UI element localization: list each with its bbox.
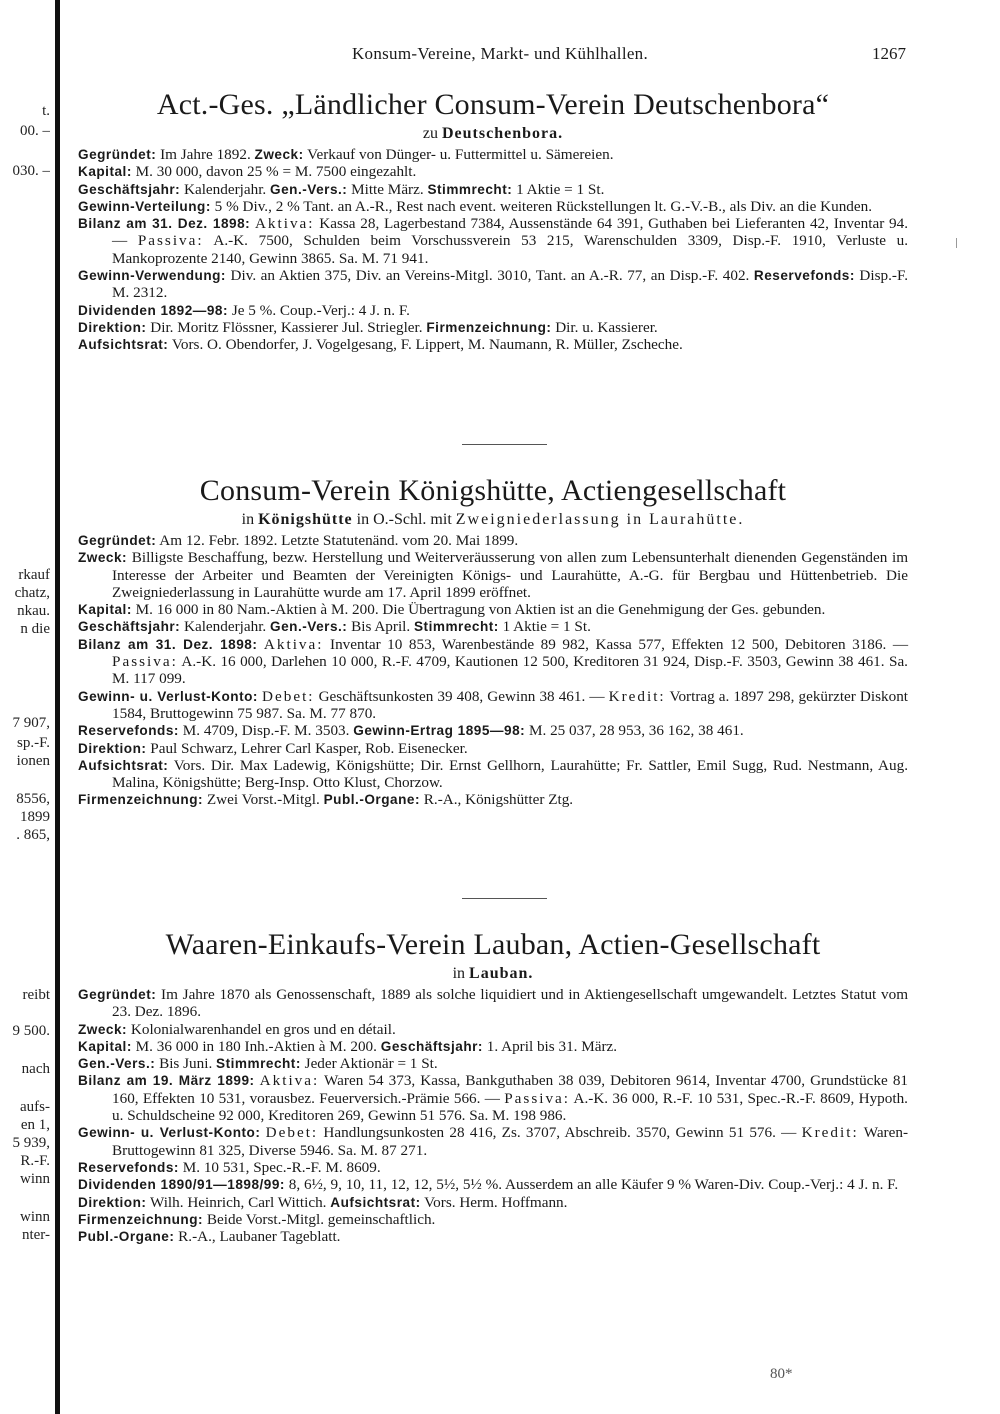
field-label: Stimmrecht:: [216, 1056, 301, 1072]
field-label: Gewinn- u. Verlust-Konto:: [78, 688, 258, 704]
section-divider: [462, 898, 547, 899]
field-label: Bilanz am 31. Dez. 1898:: [78, 216, 251, 232]
field-value: R.-A., Laubaner Tageblatt.: [178, 1228, 341, 1246]
field-label: Reservefonds:: [753, 268, 855, 284]
entry-line: [78, 1228, 908, 1245]
entry-line: [78, 986, 908, 1021]
field-value: A.-K. 36 000, R.-F. 10 531, Spec.-R.-F. 8609, Hypoth. u. Schuldscheine 92 000, Kreditoren 269, Gewinn 51 576. Sa. M. 198 986.: [112, 1089, 908, 1125]
passiva-label: Passiva:: [112, 653, 178, 671]
entry-line: [78, 688, 908, 723]
field-value: Geschäftsunkosten 39 408, Gewinn 38 461. —: [318, 687, 605, 705]
kredit-label: Kredit:: [608, 687, 666, 705]
field-label: Reservefonds:: [78, 1159, 179, 1175]
gutter-fragment: nkau.: [17, 603, 50, 619]
gutter-fragment: . 865,: [16, 827, 50, 843]
branch-note: Zweigniederlassung in Laurahütte.: [455, 511, 745, 528]
field-label: Kapital:: [78, 164, 132, 180]
running-title: Konsum-Vereine, Markt- und Kühlhallen.: [351, 44, 649, 63]
entry-line: [78, 267, 908, 302]
field-value: Waren 54 373, Kassa, Bankguthaben 38 039, Debitoren 9614, Inventar 4700, Grundstücke 81 160, Effekten 10 531, vorausbez. Feuerversich.-Prämie 566. —: [112, 1072, 909, 1107]
field-label: Gegründet:: [78, 533, 157, 548]
field-label: Firmenzeichnung:: [426, 319, 552, 335]
field-label: Kapital:: [78, 602, 132, 618]
entry-line: [78, 1124, 908, 1159]
field-value: M. 16 000 in 80 Nam.-Aktien à M. 200. Die Übertragung von Aktien ist an die Genehmigung der Ges. gebunden.: [135, 601, 826, 619]
field-value: Mitte März.: [351, 180, 424, 198]
field-label: Dividenden 1890/91—1898/99:: [78, 1177, 285, 1193]
field-label: Stimmrecht:: [427, 181, 513, 197]
field-label: Direktion:: [78, 740, 147, 756]
field-value: Vors. Herm. Hoffmann.: [424, 1193, 568, 1211]
entry-line: [78, 1038, 908, 1055]
gutter-fragment: aufs-: [20, 1099, 50, 1115]
gutter-fragment: n die: [20, 621, 50, 637]
field-label: Publ.-Organe:: [323, 792, 420, 808]
entry-line: [78, 601, 908, 618]
debet-label: Debet:: [265, 1124, 319, 1142]
field-value: Waren-Bruttogewinn 81 325, Diverse 5946. Sa. M. 87 271.: [112, 1124, 909, 1159]
field-value: M. 25 037, 28 953, 36 162, 38 461.: [528, 722, 744, 740]
field-label: Gen.-Vers.:: [270, 619, 348, 635]
field-value: M. 30 000, davon 25 % = M. 7500 eingezahlt.: [135, 163, 417, 181]
field-label: Firmenzeichnung:: [78, 1211, 204, 1227]
field-label: Gewinn-Verteilung:: [78, 198, 211, 214]
location-name: Lauban.: [469, 965, 534, 982]
gutter-fragment: nter-: [21, 1227, 50, 1243]
entry-line: [78, 198, 908, 215]
field-value: M. 10 531, Spec.-R.-F. M. 8609.: [182, 1158, 381, 1176]
field-label: Aufsichtsrat:: [78, 757, 169, 773]
gutter-fragment: ionen: [16, 753, 50, 769]
location-name: Königshütte: [258, 511, 353, 528]
field-value: Bis Juni.: [159, 1055, 213, 1073]
gutter-fragment: sp.-F.: [17, 735, 50, 751]
entry-line: [78, 549, 908, 601]
gutter-fragment: R.-F.: [20, 1153, 50, 1169]
field-label: Aufsichtsrat:: [330, 1194, 421, 1210]
field-value: M. 36 000 in 180 Inh.-Aktien à M. 200.: [135, 1037, 377, 1055]
field-label: Publ.-Organe:: [78, 1229, 175, 1245]
company-title: Consum-Verein Königshütte, Actiengesellschaft: [199, 474, 787, 507]
field-value: 1 Aktie = 1 St.: [502, 618, 591, 636]
passiva-label: Passiva:: [137, 232, 204, 250]
entry-line: [78, 757, 908, 792]
field-label: Kapital:: [78, 1038, 132, 1054]
gutter-fragment: t.: [42, 103, 50, 119]
field-label: Gewinn-Ertrag 1895—98:: [353, 723, 526, 739]
aktiva-label: Aktiva:: [263, 635, 324, 653]
field-value: Wilh. Heinrich, Carl Wittich.: [149, 1193, 327, 1211]
field-label: Direktion:: [78, 1194, 147, 1210]
company-location: [78, 510, 908, 530]
location-prefix: zu: [422, 125, 438, 142]
entry-line: [78, 181, 908, 198]
field-value: 5 % Div., 2 % Tant. an A.-R., Rest nach event. weiteren Rückstellungen lt. G.-V.-B., als Div. an die Kunden.: [214, 197, 873, 215]
aktiva-label: Aktiva:: [254, 215, 315, 233]
field-label: Stimmrecht:: [413, 619, 499, 635]
company-entry-deutschenbora: [78, 86, 908, 354]
entry-line: [78, 532, 908, 549]
field-label: Gewinn- u. Verlust-Konto:: [78, 1125, 261, 1141]
field-value: 1 Aktie = 1 St.: [516, 180, 605, 198]
field-label: Direktion:: [78, 319, 147, 335]
entry-line: [78, 636, 908, 688]
field-value: M. 4709, Disp.-F. M. 3503.: [182, 722, 350, 740]
field-value: Vors. O. Obendorfer, J. Vogelgesang, F. Lippert, M. Naumann, R. Müller, Zscheche.: [171, 336, 683, 354]
entry-line: [78, 336, 908, 353]
gutter-fragment: winn: [20, 1209, 50, 1225]
entry-line: [78, 740, 908, 757]
field-label: Geschäftsjahr:: [78, 181, 181, 197]
entry-line: [78, 618, 908, 635]
aktiva-label: Aktiva:: [259, 1072, 320, 1090]
location-detail: in O.-Schl. mit: [356, 511, 452, 528]
field-value: Beide Vorst.-Mitgl. gemeinschaftlich.: [206, 1210, 436, 1228]
field-label: Dividenden 1892—98:: [78, 302, 229, 318]
field-value: R.-A., Königshütter Ztg.: [423, 791, 574, 809]
field-value: Je 5 %. Coup.-Verj.: 4 J. n. F.: [231, 301, 410, 319]
field-value: Inventar 10 853, Warenbestände 89 982, Kassa 577, Effekten 12 500, Debitoren 3186. —: [330, 635, 909, 653]
field-value: Im Jahre 1892.: [160, 146, 251, 163]
company-entry-koenigshuette: [78, 472, 908, 809]
kredit-label: Kredit:: [801, 1124, 859, 1142]
entry-line: [78, 1176, 908, 1193]
entry-line: [78, 163, 908, 180]
company-title: Waaren-Einkaufs-Verein Lauban, Actien-Gesellschaft: [165, 928, 821, 961]
field-value: Kalenderjahr.: [184, 618, 267, 636]
company-location: [78, 964, 908, 984]
field-label: Bilanz am 31. Dez. 1898:: [78, 636, 258, 652]
field-label: Gegründet:: [78, 147, 157, 162]
field-label: Geschäftsjahr:: [78, 619, 181, 635]
field-label: Gegründet:: [78, 987, 157, 1002]
page-gutter-rule: [55, 0, 60, 1414]
field-value: 1. April bis 31. März.: [486, 1037, 618, 1055]
field-label: Zweck:: [78, 1021, 128, 1037]
gutter-fragment: 1899: [20, 809, 50, 825]
field-value: Am 12. Febr. 1892. Letzte Statutenänd. vom 20. Mai 1899.: [159, 532, 519, 549]
field-value: Handlungsunkosten 28 416, Zs. 3707, Abschreib. 3570, Gewinn 51 576. —: [323, 1124, 797, 1142]
debet-label: Debet:: [262, 687, 315, 705]
entry-line: [78, 1055, 908, 1072]
field-value: Verkauf von Dünger- u. Futtermittel u. Sämereien.: [307, 146, 614, 163]
gutter-fragment: 030. –: [12, 163, 50, 179]
gutter-fragment: chatz,: [14, 585, 50, 601]
company-location: [78, 124, 908, 144]
field-label: Gewinn-Verwendung:: [78, 268, 226, 284]
gutter-fragment: reibt: [22, 987, 50, 1003]
field-label: Zweck:: [78, 550, 128, 566]
field-value: Dir. u. Kassierer.: [555, 318, 658, 336]
company-entry-lauban: [78, 926, 908, 1245]
field-value: A.-K. 7500, Schulden beim Vorschussverein 53 215, Warenschulden 3309, Disp.-F. 1910, Verluste u. Mankoprozente 2140, Gewinn 3865. Sa. M. 71 941.: [112, 232, 908, 267]
gutter-fragment: 9 500.: [12, 1023, 50, 1039]
field-label: Zweck:: [254, 147, 304, 162]
field-value: Kassa 28, Lagerbestand 7384, Aussenstände 64 391, Guthaben bei Lieferanten 42, Inventar 94. —: [112, 215, 909, 250]
location-prefix: in: [241, 511, 255, 528]
margin-mark: [956, 238, 957, 248]
location-prefix: in: [452, 965, 466, 982]
gutter-fragment: 5 939,: [12, 1135, 50, 1151]
field-value: Bis April.: [351, 618, 411, 636]
entry-line: [78, 215, 908, 267]
field-value: Div. an Aktien 375, Div. an Vereins-Mitgl. 3010, Tant. an A.-R. 77, an Disp.-F. 402.: [230, 267, 750, 285]
gutter-fragment: rkauf: [18, 567, 50, 583]
field-value: Vortrag a. 1897 298, gekürzter Diskont 1584, Bruttogewinn 75 987. Sa. M. 77 870.: [112, 687, 909, 722]
entry-line: [78, 146, 908, 163]
field-label: Bilanz am 19. März 1899:: [78, 1073, 255, 1089]
entry-line: [78, 791, 908, 808]
gutter-fragment: winn: [20, 1171, 50, 1187]
entry-line: [78, 722, 908, 739]
signature-mark: 80*: [770, 1366, 793, 1382]
gutter-fragment: nach: [21, 1061, 50, 1077]
field-label: Firmenzeichnung:: [78, 792, 204, 808]
field-value: Jeder Aktionär = 1 St.: [304, 1055, 438, 1073]
field-value: Dir. Moritz Flössner, Kassierer Jul. Striegler.: [150, 318, 423, 336]
entry-line: [78, 302, 908, 319]
company-title: Act.-Ges. „Ländlicher Consum-Verein Deutschenbora“: [156, 88, 830, 121]
page-number: 1267: [872, 44, 906, 63]
field-value: Kalenderjahr.: [184, 180, 267, 198]
entry-line: [78, 1194, 908, 1211]
field-value: Disp.-F. M. 2312.: [112, 267, 908, 302]
field-label: Gen.-Vers.:: [78, 1056, 156, 1072]
page-header: [90, 44, 910, 68]
field-label: Reservefonds:: [78, 723, 179, 739]
field-value: Kolonialwarenhandel en gros und en détail.: [130, 1020, 396, 1038]
field-value: Billigste Beschaffung, bezw. Herstellung und Weiterveräusserung von allen zum Lebensunterhalt dienenden Gegenständen im Interesse der Arbeiter und Beamten der Vereinigten Königs- und Laurahütte, A.-G. für Bergbau und Hüttenbetrieb. Die Zweigniederlassung in Laurahütte wurde am 17. April 1899 eröffnet.: [112, 549, 909, 601]
gutter-fragment: 8556,: [16, 791, 50, 807]
field-label: Gen.-Vers.:: [270, 181, 348, 197]
section-divider: [462, 444, 547, 445]
entry-line: [78, 1021, 908, 1038]
gutter-fragment: 7 907,: [12, 715, 50, 731]
field-value: Paul Schwarz, Lehrer Carl Kasper, Rob. Eisenecker.: [150, 739, 468, 757]
entry-line: [78, 319, 908, 336]
gutter-fragment: en 1,: [20, 1117, 50, 1133]
field-label: Geschäftsjahr:: [380, 1038, 483, 1054]
entry-line: [78, 1159, 908, 1176]
field-value: A.-K. 16 000, Darlehen 10 000, R.-F. 4709, Kautionen 12 500, Kreditoren 31 924, Disp.-F. 3503, Gewinn 38 461. Sa. M. 117 099.: [112, 653, 908, 688]
field-value: Vors. Dir. Max Ladewig, Königshütte; Dir. Ernst Gellhorn, Laurahütte; Fr. Sattler, Emil Sugg, Rud. Nestmann, Aug. Malina, Königshütte; Berg-Insp. Otto Klust, Chorzow.: [112, 756, 908, 792]
field-value: Zwei Vorst.-Mitgl.: [206, 791, 320, 809]
gutter-fragment: 00. –: [20, 123, 50, 139]
field-value: 8, 6½, 9, 10, 11, 12, 12, 5½, 5½ %. Ausserdem an alle Käufer 9 % Waren-Div. Coup.-Verj.: 4 J. n. F.: [288, 1176, 899, 1194]
passiva-label: Passiva:: [504, 1089, 571, 1107]
entry-line: [78, 1211, 908, 1228]
field-value: Im Jahre 1870 als Genossenschaft, 1889 als solche liquidiert und in Aktiengesellschaft umgewandelt. Letztes Statut vom 23. Dez. 1896.: [112, 986, 909, 1021]
location-name: Deutschenbora.: [442, 125, 564, 142]
entry-line: [78, 1072, 908, 1124]
field-label: Aufsichtsrat:: [78, 337, 169, 353]
